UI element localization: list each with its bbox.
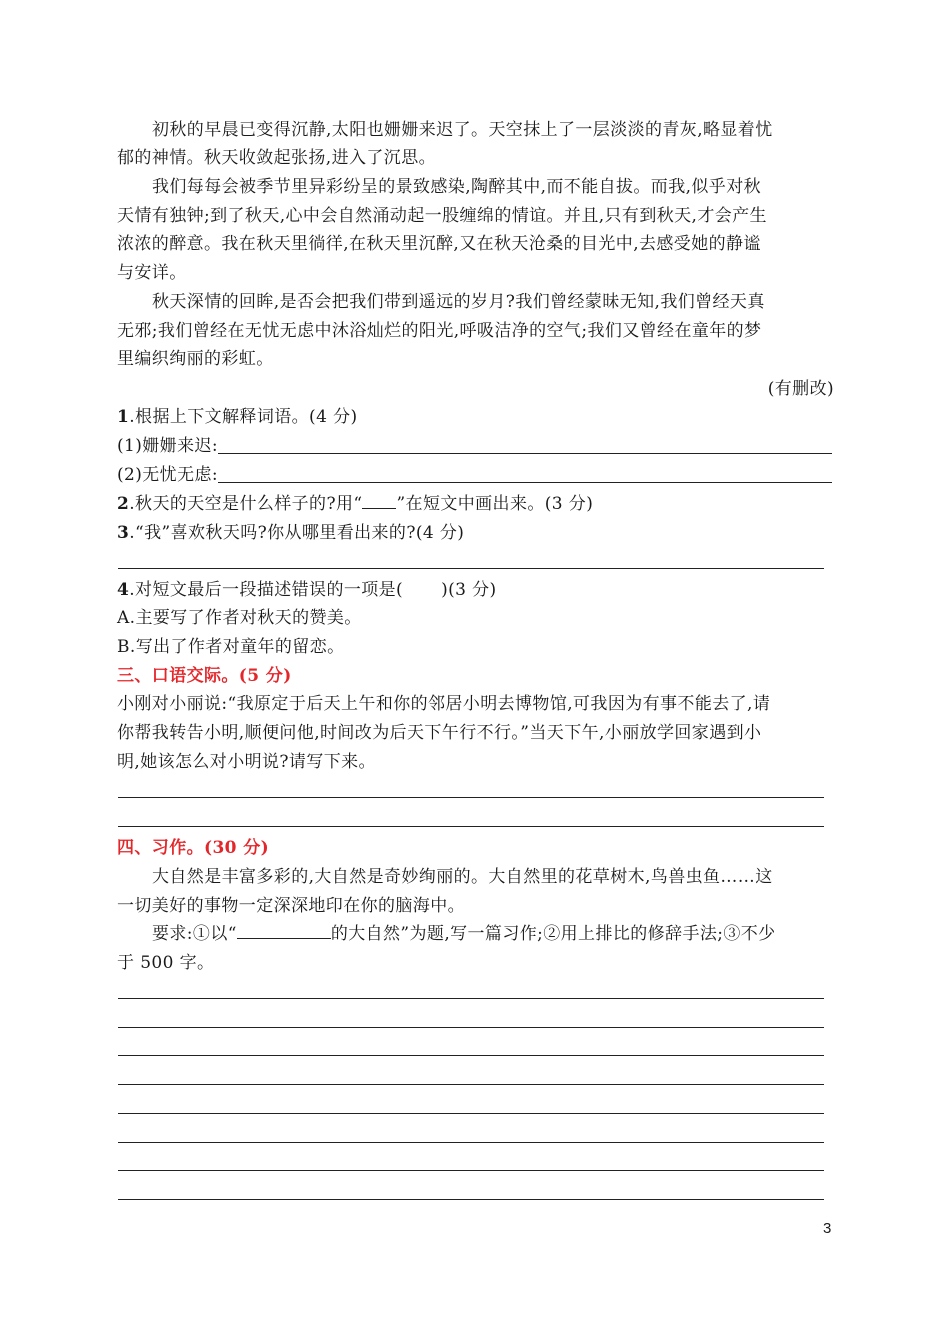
question-4-option-b: B.写出了作者对童年的留恋。 — [117, 637, 345, 657]
title-fill-blank[interactable] — [237, 921, 331, 939]
section-3-line2: 你帮我转告小明,顺便问他,时间改为后天下午行不行。”当天下午,小丽放学回家遇到小 — [117, 723, 762, 743]
essay-line-7[interactable] — [118, 1170, 824, 1171]
passage-p2-line4: 与安详。 — [117, 263, 187, 283]
question-2 — [117, 490, 593, 518]
passage-p2-line3: 浓浓的醉意。我在秋天里徜徉,在秋天里沉醉,又在秋天沧桑的目光中,去感受她的静谧 — [117, 234, 761, 254]
answer-line-1-2[interactable] — [218, 482, 832, 483]
essay-line-6[interactable] — [118, 1142, 824, 1143]
section-3-heading: 三、口语交际。(5 分) — [117, 666, 292, 686]
passage-p3-line3: 里编织绚丽的彩虹。 — [117, 349, 274, 369]
essay-line-1[interactable] — [118, 998, 824, 999]
essay-line-2[interactable] — [118, 1027, 824, 1028]
passage-p2-line1: 我们每每会被季节里异彩纷呈的景致感染,陶醉其中,而不能自拔。而我,似乎对秋 — [152, 177, 762, 197]
section-4-line2: 一切美好的事物一定深深地印在你的脑海中。 — [117, 896, 465, 916]
passage-p3-line1: 秋天深情的回眸,是否会把我们带到遥远的岁月?我们曾经蒙昧无知,我们曾经天真 — [152, 292, 765, 312]
answer-line-s3-1[interactable] — [118, 797, 824, 798]
question-3-text: .“我”喜欢秋天吗?你从哪里看出来的?(4 分) — [129, 523, 465, 543]
essay-line-3[interactable] — [118, 1055, 824, 1056]
page-number: 3 — [823, 1220, 832, 1237]
question-2-text-post: ”在短文中画出来。(3 分) — [396, 494, 594, 514]
section-3-line1: 小刚对小丽说:“我原定于后天上午和你的邻居小明去博物馆,可我因为有事不能去了,请 — [117, 694, 771, 714]
section-4-requirements-line2: 于 500 字。 — [117, 953, 215, 973]
question-1-number: 1 — [117, 407, 130, 427]
question-1-text: .根据上下文解释词语。(4 分) — [129, 407, 358, 427]
question-1 — [117, 403, 358, 431]
section-3-line3: 明,她该怎么对小明说?请写下来。 — [117, 752, 376, 772]
answer-line-1-1[interactable] — [218, 453, 832, 454]
source-note: (有删改) — [767, 379, 834, 399]
answer-line-3[interactable] — [118, 568, 824, 569]
question-1-2-label: (2)无忧无虑: — [117, 465, 219, 485]
question-2-number: 2 — [117, 494, 130, 514]
essay-line-4[interactable] — [118, 1084, 824, 1085]
question-4-text-pre: .对短文最后一段描述错误的一项是( — [129, 580, 404, 600]
question-3 — [117, 519, 464, 547]
question-1-1-label: (1)姗姗来迟: — [117, 436, 219, 456]
requirements-post: 的大自然”为题,写一篇习作;②用上排比的修辞手法;③不少 — [330, 924, 776, 944]
essay-line-5[interactable] — [118, 1113, 824, 1114]
question-4-option-a: A.主要写了作者对秋天的赞美。 — [117, 608, 362, 628]
question-3-number: 3 — [117, 523, 130, 543]
section-4-requirements — [152, 920, 776, 948]
passage-p1-line1: 初秋的早晨已变得沉静,太阳也姗姗来迟了。天空抹上了一层淡淡的青灰,略显着忧 — [152, 120, 773, 140]
passage-p1-line2: 郁的神情。秋天收敛起张扬,进入了沉思。 — [117, 148, 437, 168]
question-4 — [117, 576, 497, 604]
question-4-text-post: )(3 分) — [441, 580, 497, 600]
requirements-pre: 要求:①以“ — [152, 924, 237, 944]
essay-line-8[interactable] — [118, 1199, 824, 1200]
section-4-heading: 四、习作。(30 分) — [117, 838, 270, 858]
question-2-text-pre: .秋天的天空是什么样子的?用“ — [129, 494, 363, 514]
question-4-number: 4 — [117, 580, 130, 600]
section-4-line1: 大自然是丰富多彩的,大自然是奇妙绚丽的。大自然里的花草树木,鸟兽虫鱼……这 — [152, 867, 773, 887]
wavy-line-sample-blank — [362, 491, 396, 509]
passage-p2-line2: 天情有独钟;到了秋天,心中会自然涌动起一股缠绵的情谊。并且,只有到秋天,才会产生 — [117, 206, 767, 226]
answer-line-s3-2[interactable] — [118, 826, 824, 827]
passage-p3-line2: 无邪;我们曾经在无忧无虑中沐浴灿烂的阳光,呼吸洁净的空气;我们又曾经在童年的梦 — [117, 321, 762, 341]
